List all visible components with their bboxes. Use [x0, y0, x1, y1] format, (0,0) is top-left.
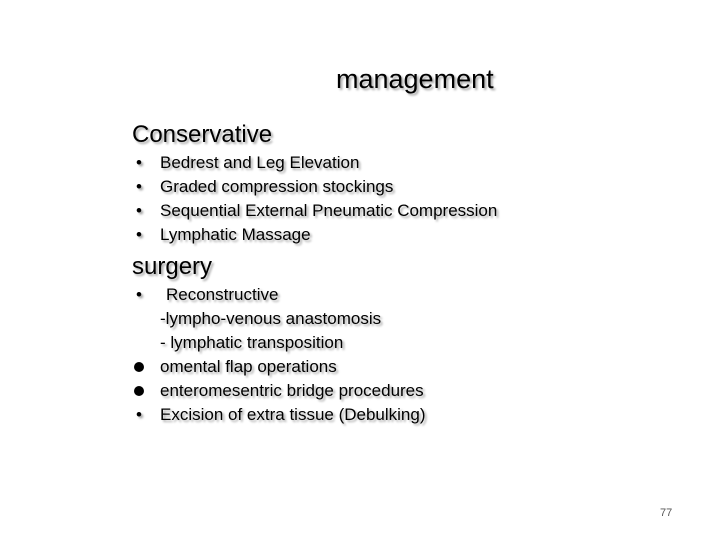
list-item [132, 379, 426, 403]
list-item [132, 175, 497, 199]
list-item [132, 199, 497, 223]
surgery-heading: surgery [132, 253, 213, 280]
list-item [132, 355, 426, 379]
page-number: 77 [660, 507, 673, 519]
bullet-icon [132, 403, 146, 427]
list-item-text: Bedrest and Leg Elevation [160, 153, 360, 172]
slide-title: management [336, 64, 494, 94]
bullet-icon [132, 151, 146, 175]
list-item-continuation [132, 331, 426, 355]
list-item-text: omental flap operations [160, 357, 337, 376]
list-item-text: Lymphatic Massage [160, 225, 311, 244]
surgery-list [132, 283, 426, 427]
list-item [132, 151, 497, 175]
conservative-list [132, 151, 497, 247]
list-item [132, 403, 426, 427]
list-item-text: Excision of extra tissue (Debulking) [160, 405, 426, 424]
list-item-text: Sequential External Pneumatic Compression [160, 201, 498, 220]
list-item-text: enteromesentric bridge procedures [160, 381, 424, 400]
bullet-icon [132, 175, 146, 199]
list-item-text: Graded compression stockings [160, 177, 394, 196]
list-item [132, 223, 497, 247]
bullet-icon [132, 199, 146, 223]
conservative-heading: Conservative [132, 121, 273, 148]
bullet-icon [132, 283, 146, 307]
list-item-text: -lympho-venous anastomosis [160, 309, 382, 328]
list-item [132, 283, 426, 307]
list-item-text: Reconstructive [166, 285, 279, 304]
bullet-icon [132, 223, 146, 247]
list-item-continuation [132, 307, 426, 331]
list-item-text: - lymphatic transposition [160, 333, 344, 352]
